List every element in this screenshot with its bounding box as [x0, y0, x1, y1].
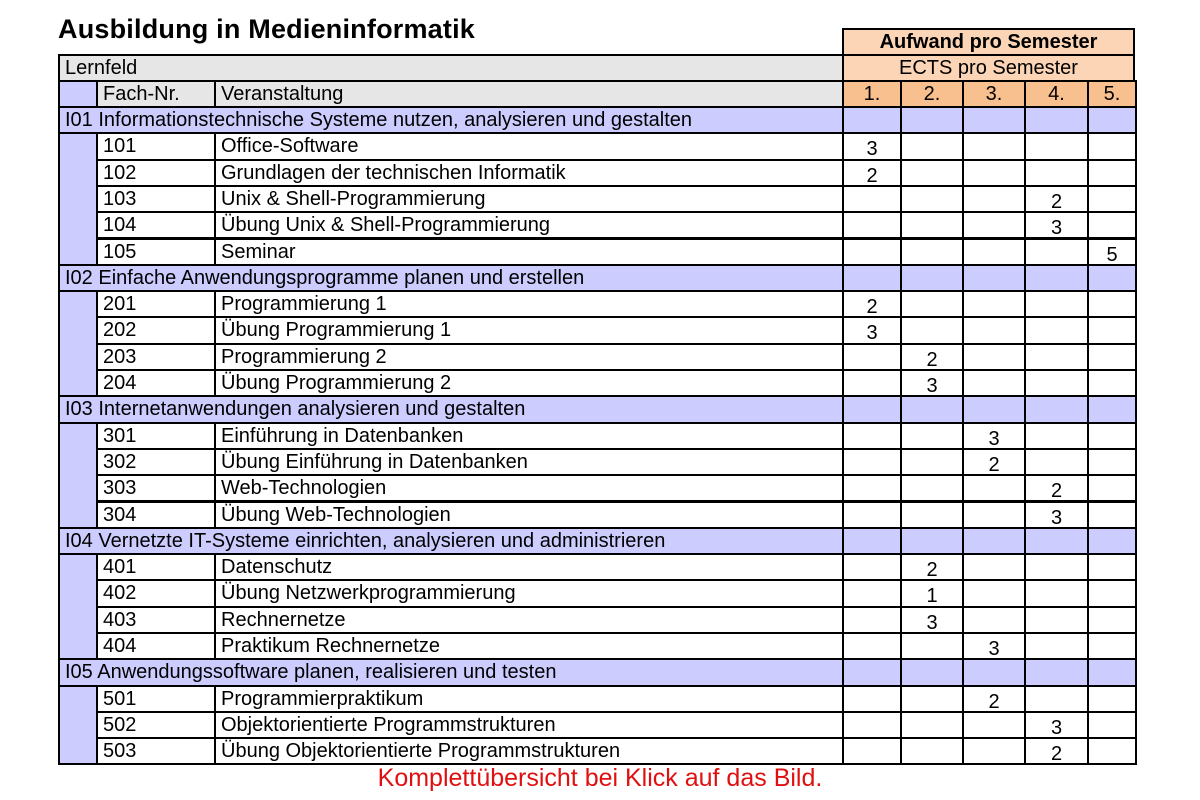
ects-value	[1024, 316, 1089, 344]
header-aufwand: Aufwand pro Semester	[842, 28, 1135, 56]
ects-value	[1024, 238, 1089, 266]
course-number: 104	[96, 211, 216, 239]
lernfeld-row-cell	[900, 264, 964, 292]
ects-value	[962, 132, 1026, 160]
course-number: 105	[96, 238, 216, 266]
ects-value	[1087, 737, 1137, 765]
course-number: 503	[96, 737, 216, 765]
ects-value	[1024, 369, 1089, 397]
header-semester-5: 5.	[1087, 80, 1137, 108]
ects-value	[1087, 711, 1137, 739]
header-semester-2: 2.	[900, 80, 964, 108]
course-name: Einführung in Datenbanken	[214, 422, 844, 450]
ects-value	[900, 422, 964, 450]
course-number: 201	[96, 290, 216, 318]
ects-value	[962, 501, 1026, 529]
course-name: Grundlagen der technischen Informatik	[214, 159, 844, 187]
lernfeld-row-label: I01 Informationstechnische Systeme nutzen, analysieren und gestalten	[58, 106, 844, 134]
lernfeld-row-cell	[1087, 527, 1137, 555]
lernfeld-row-cell	[1024, 106, 1089, 134]
lernfeld-row-label: I03 Internetanwendungen analysieren und gestalten	[58, 395, 844, 423]
lernfeld-row-cell	[1087, 106, 1137, 134]
ects-value	[1087, 132, 1137, 160]
course-number: 501	[96, 685, 216, 713]
ects-value	[842, 685, 902, 713]
lernfeld-row-label: I04 Vernetzte IT-Systeme einrichten, analysieren und administrieren	[58, 527, 844, 555]
ects-value	[1024, 632, 1089, 660]
ects-value	[1087, 579, 1137, 607]
lernfeld-row-cell	[962, 527, 1026, 555]
lernfeld-row-cell	[1087, 264, 1137, 292]
course-name: Übung Objektorientierte Programmstrukturen	[214, 737, 844, 765]
ects-value: 3	[1024, 501, 1089, 529]
ects-value	[962, 343, 1026, 371]
ects-value	[900, 501, 964, 529]
course-number: 203	[96, 343, 216, 371]
ects-value	[900, 185, 964, 213]
ects-value	[842, 606, 902, 634]
overview-link[interactable]: Komplettübersicht bei Klick auf das Bild.	[377, 764, 823, 792]
lernfeld-row-cell	[842, 527, 902, 555]
ects-value	[962, 474, 1026, 502]
ects-value: 3	[962, 422, 1026, 450]
lernfeld-row-cell	[1024, 395, 1089, 423]
course-name: Übung Netzwerkprogrammierung	[214, 579, 844, 607]
course-number: 304	[96, 501, 216, 529]
ects-value: 2	[842, 290, 902, 318]
course-name: Übung Unix & Shell-Programmierung	[214, 211, 844, 239]
ects-value	[842, 737, 902, 765]
course-name: Übung Web-Technologien	[214, 501, 844, 529]
course-number: 401	[96, 553, 216, 581]
ects-value	[900, 685, 964, 713]
lernfeld-row-cell	[962, 106, 1026, 134]
ects-value	[842, 238, 902, 266]
ects-value: 2	[842, 159, 902, 187]
ects-value: 3	[842, 316, 902, 344]
ects-value	[900, 448, 964, 476]
ects-value	[1087, 685, 1137, 713]
ects-value: 5	[1087, 238, 1137, 266]
ects-value	[1087, 159, 1137, 187]
ects-value: 3	[900, 369, 964, 397]
ects-value	[962, 290, 1026, 318]
ects-value	[900, 159, 964, 187]
ects-value: 2	[900, 553, 964, 581]
ects-value	[962, 316, 1026, 344]
lernfeld-row-label: I02 Einfache Anwendungsprogramme planen und erstellen	[58, 264, 844, 292]
ects-value	[1024, 290, 1089, 318]
ects-value	[900, 290, 964, 318]
course-name: Seminar	[214, 238, 844, 266]
ects-value	[1087, 343, 1137, 371]
ects-value	[1024, 448, 1089, 476]
ects-value	[1087, 185, 1137, 213]
ects-value: 3	[900, 606, 964, 634]
ects-value	[1024, 422, 1089, 450]
ects-value	[962, 159, 1026, 187]
course-name: Web-Technologien	[214, 474, 844, 502]
ects-value	[1087, 369, 1137, 397]
ects-value	[1087, 553, 1137, 581]
header-lernfeld: Lernfeld	[58, 54, 844, 82]
lernfeld-row-cell	[962, 658, 1026, 686]
ects-value	[1024, 159, 1089, 187]
ects-value	[842, 211, 902, 239]
ects-value	[842, 185, 902, 213]
course-name: Rechnernetze	[214, 606, 844, 634]
lernfeld-row-cell	[842, 264, 902, 292]
ects-value	[842, 422, 902, 450]
ects-value	[1087, 632, 1137, 660]
ects-value	[1024, 343, 1089, 371]
ects-value	[900, 474, 964, 502]
lernfeld-row-cell	[842, 106, 902, 134]
ects-value	[1087, 290, 1137, 318]
lernfeld-row-cell	[1024, 264, 1089, 292]
ects-value	[1087, 474, 1137, 502]
ects-value	[842, 343, 902, 371]
ects-value	[842, 711, 902, 739]
lernfeld-row-cell	[1087, 395, 1137, 423]
course-name: Programmierpraktikum	[214, 685, 844, 713]
course-number: 302	[96, 448, 216, 476]
ects-value	[1087, 211, 1137, 239]
ects-value	[900, 132, 964, 160]
lernfeld-indent-bar	[58, 685, 98, 766]
ects-value	[1024, 132, 1089, 160]
ects-value	[900, 211, 964, 239]
ects-value	[842, 632, 902, 660]
ects-value	[962, 369, 1026, 397]
ects-value	[962, 553, 1026, 581]
course-number: 202	[96, 316, 216, 344]
ects-value	[962, 211, 1026, 239]
course-name: Office-Software	[214, 132, 844, 160]
ects-value	[842, 501, 902, 529]
ects-value	[1087, 448, 1137, 476]
course-number: 301	[96, 422, 216, 450]
course-name: Praktikum Rechnernetze	[214, 632, 844, 660]
course-number: 102	[96, 159, 216, 187]
lernfeld-indent-bar	[58, 290, 98, 397]
lernfeld-indent-bar	[58, 553, 98, 660]
ects-value: 3	[962, 632, 1026, 660]
lernfeld-row-cell	[900, 658, 964, 686]
header-semester-1: 1.	[842, 80, 902, 108]
header-ects: ECTS pro Semester	[842, 54, 1135, 82]
course-number: 402	[96, 579, 216, 607]
course-number: 403	[96, 606, 216, 634]
ects-value	[900, 711, 964, 739]
header-semester-3: 3.	[962, 80, 1026, 108]
lernfeld-row-cell	[962, 395, 1026, 423]
course-number: 101	[96, 132, 216, 160]
ects-value	[1024, 579, 1089, 607]
lernfeld-row-cell	[1087, 658, 1137, 686]
ects-value	[1087, 422, 1137, 450]
lernfeld-indent-bar	[58, 132, 98, 266]
ects-value: 1	[900, 579, 964, 607]
ects-value: 2	[1024, 474, 1089, 502]
lernfeld-row-cell	[900, 395, 964, 423]
ects-value: 2	[1024, 737, 1089, 765]
lernfeld-indent-bar	[58, 422, 98, 529]
ects-value	[900, 632, 964, 660]
lernfeld-row-cell	[900, 106, 964, 134]
ects-value	[842, 579, 902, 607]
ects-value: 3	[842, 132, 902, 160]
course-name: Übung Programmierung 2	[214, 369, 844, 397]
ects-value	[842, 369, 902, 397]
course-name: Übung Programmierung 1	[214, 316, 844, 344]
ects-value	[962, 606, 1026, 634]
ects-value	[962, 737, 1026, 765]
ects-value: 2	[962, 448, 1026, 476]
ects-value: 2	[1024, 185, 1089, 213]
lernfeld-row-cell	[842, 395, 902, 423]
course-name: Programmierung 2	[214, 343, 844, 371]
ects-value	[842, 448, 902, 476]
course-number: 303	[96, 474, 216, 502]
course-name: Objektorientierte Programmstrukturen	[214, 711, 844, 739]
header-semester-4: 4.	[1024, 80, 1089, 108]
course-name: Übung Einführung in Datenbanken	[214, 448, 844, 476]
ects-value	[962, 711, 1026, 739]
ects-value	[1024, 685, 1089, 713]
course-name: Programmierung 1	[214, 290, 844, 318]
ects-value	[962, 185, 1026, 213]
ects-value	[900, 316, 964, 344]
lernfeld-row-label: I05 Anwendungssoftware planen, realisieren und testen	[58, 658, 844, 686]
ects-value	[900, 737, 964, 765]
ects-value	[1024, 606, 1089, 634]
ects-value	[1087, 501, 1137, 529]
ects-value	[1087, 606, 1137, 634]
ects-value	[842, 474, 902, 502]
course-name: Datenschutz	[214, 553, 844, 581]
ects-value	[900, 238, 964, 266]
ects-value: 2	[962, 685, 1026, 713]
ects-value: 3	[1024, 711, 1089, 739]
lernfeld-row-cell	[1024, 527, 1089, 555]
group-indent-cell	[58, 80, 98, 108]
lernfeld-row-cell	[842, 658, 902, 686]
ects-value: 3	[1024, 211, 1089, 239]
ects-value	[962, 238, 1026, 266]
course-number: 103	[96, 185, 216, 213]
lernfeld-row-cell	[900, 527, 964, 555]
ects-value	[842, 553, 902, 581]
course-number: 204	[96, 369, 216, 397]
lernfeld-row-cell	[1024, 658, 1089, 686]
header-fach-nr: Fach-Nr.	[96, 80, 216, 108]
lernfeld-row-cell	[962, 264, 1026, 292]
header-veranstaltung: Veranstaltung	[214, 80, 844, 108]
page-title: Ausbildung in Medieninformatik	[58, 14, 475, 44]
ects-value	[1087, 316, 1137, 344]
course-number: 502	[96, 711, 216, 739]
ects-value: 2	[900, 343, 964, 371]
ects-value	[962, 579, 1026, 607]
course-number: 404	[96, 632, 216, 660]
course-name: Unix & Shell-Programmierung	[214, 185, 844, 213]
ects-value	[1024, 553, 1089, 581]
